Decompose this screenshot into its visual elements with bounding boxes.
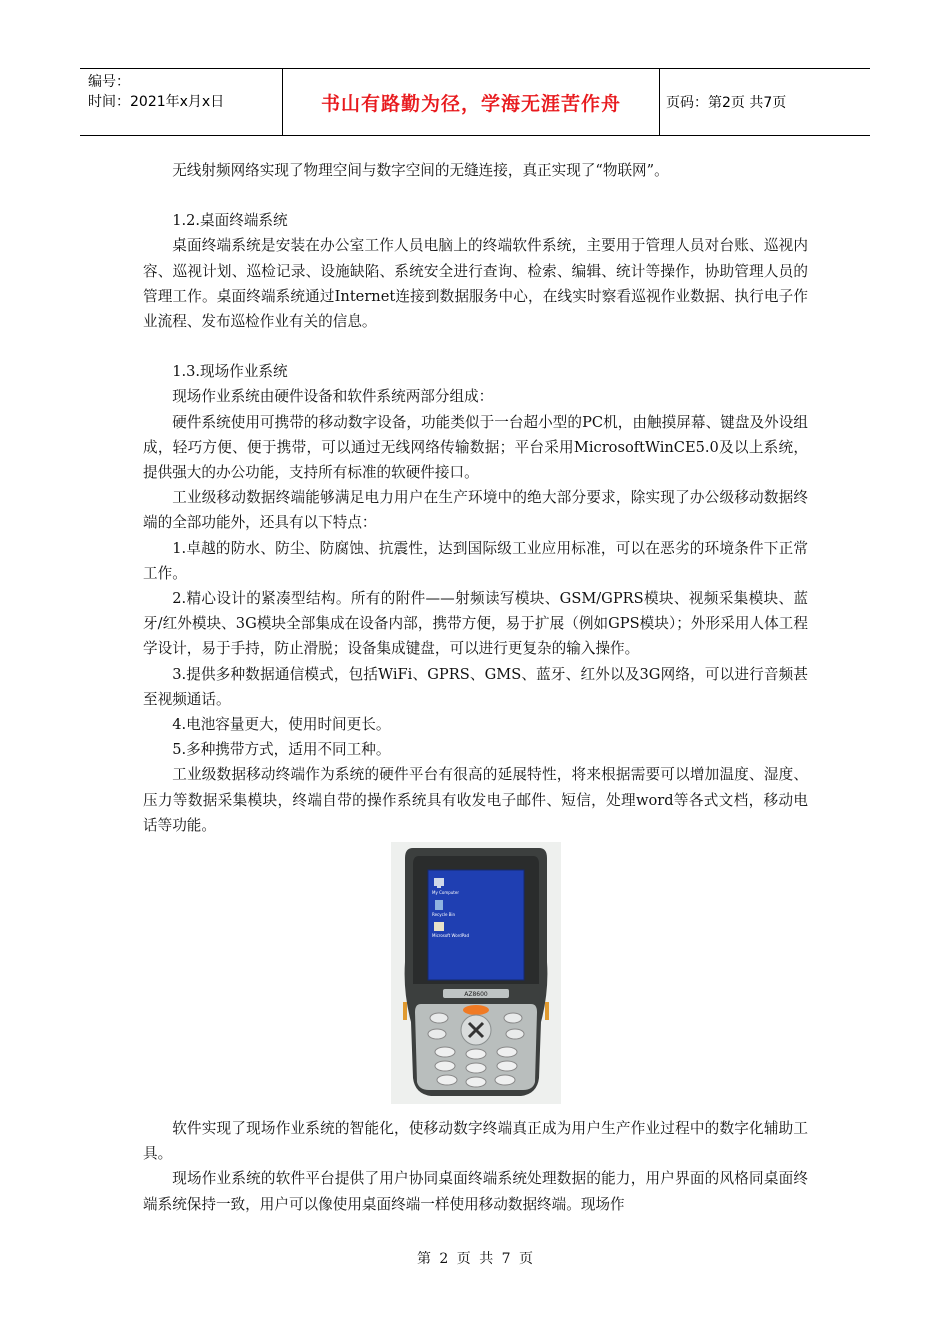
list-item: 2.精心设计的紧凑型结构。所有的附件——射频读写模块、GSM/GPRS模块、视频采集模块、蓝牙/红外模块、3G模块全部集成在设备内部，携带方便，易于扩展（例如GPS模块）；外形采用人体工程学设计，易于手持，防止滑脱；设备集成键盘，可以进行更复杂的输入操作。 [143,590,808,658]
document-body [143,158,808,1217]
list-item: 1.卓越的防水、防尘、防腐蚀、抗震性，达到国际级工业应用标准，可以在恶劣的环境条件下正常工作。 [143,539,808,582]
section-heading: 1.3.现场作业系统 [172,363,288,381]
handheld-terminal-image [391,842,561,1104]
paragraph: 桌面终端系统是安装在办公室工作人员电脑上的终端软件系统，主要用于管理人员对台账、巡视内容、巡视计划、巡检记录、设施缺陷、系统安全进行查询、检索、编辑、统计等操作，协助管理人员的管理工作。桌面终端系统通过Internet连接到数据服务中心，在线实时察看巡视作业数据、执行电子作业流程、发布巡检作业有关的信息。 [143,237,808,331]
icon-label-wordpad: Microsoft WordPad [431,933,469,939]
icon-label-my-computer: My Computer [431,890,459,896]
page-header [80,68,870,136]
header-page-number: 页码：第2页 共7页 [666,95,787,111]
paragraph: 无线射频网络实现了物理空间与数字空间的无缝连接，真正实现了“物联网”。 [172,162,669,179]
header-meta [80,69,282,135]
paragraph: 工业级数据移动终端作为系统的硬件平台有很高的延展特性，将来根据需要可以增加温度、湿度、压力等数据采集模块，终端自带的操作系统具有收发电子邮件、短信，处理word等各式文档，移动电话等功能。 [143,766,808,834]
paragraph: 现场作业系统的软件平台提供了用户协同桌面终端系统处理数据的能力，用户界面的风格同桌面终端系统保持一致，用户可以像使用桌面终端一样使用移动数据终端。现场作 [143,1170,808,1213]
paragraph: 现场作业系统由硬件设备和软件系统两部分组成： [172,388,494,406]
paragraph: 硬件系统使用可携带的移动数字设备，功能类似于一台超小型的PC机，由触摸屏幕、键盘及外设组成，轻巧方便、便于携带，可以通过无线网络传输数据；平台采用MicrosoftWinCE5.0及以上系统，提供强大的办公功能，支持所有标准的软硬件接口。 [143,413,808,482]
page-footer: 第 2 页 共 7 页 [416,1251,534,1267]
device-photo [391,842,561,1104]
doc-date-label: 时间：2021年x月x日 [88,94,225,110]
doc-number-label: 编号： [88,74,130,90]
icon-label-recycle-bin: Recycle Bin [431,912,455,918]
device-model-label: AZ8600 [463,991,488,999]
paragraph: 软件实现了现场作业系统的智能化，使移动数字终端真正成为用户生产作业过程中的数字化辅助工具。 [143,1120,808,1163]
device-figure [143,842,808,1104]
header-motto: 书山有路勤为径，学海无涯苦作舟 [282,69,660,135]
list-item: 3.提供多种数据通信模式，包括WiFi、GPRS、GMS、蓝牙、红外以及3G网络，可以进行音频甚至视频通话。 [143,665,808,708]
paragraph: 工业级移动数据终端能够满足电力用户在生产环境中的绝大部分要求，除实现了办公级移动数据终端的全部功能外，还具有以下特点： [143,489,808,532]
list-item: 4.电池容量更大，使用时间更长。 [172,716,391,734]
section-heading: 1.2.桌面终端系统 [172,212,288,230]
list-item: 5.多种携带方式，适用不同工种。 [172,741,391,759]
